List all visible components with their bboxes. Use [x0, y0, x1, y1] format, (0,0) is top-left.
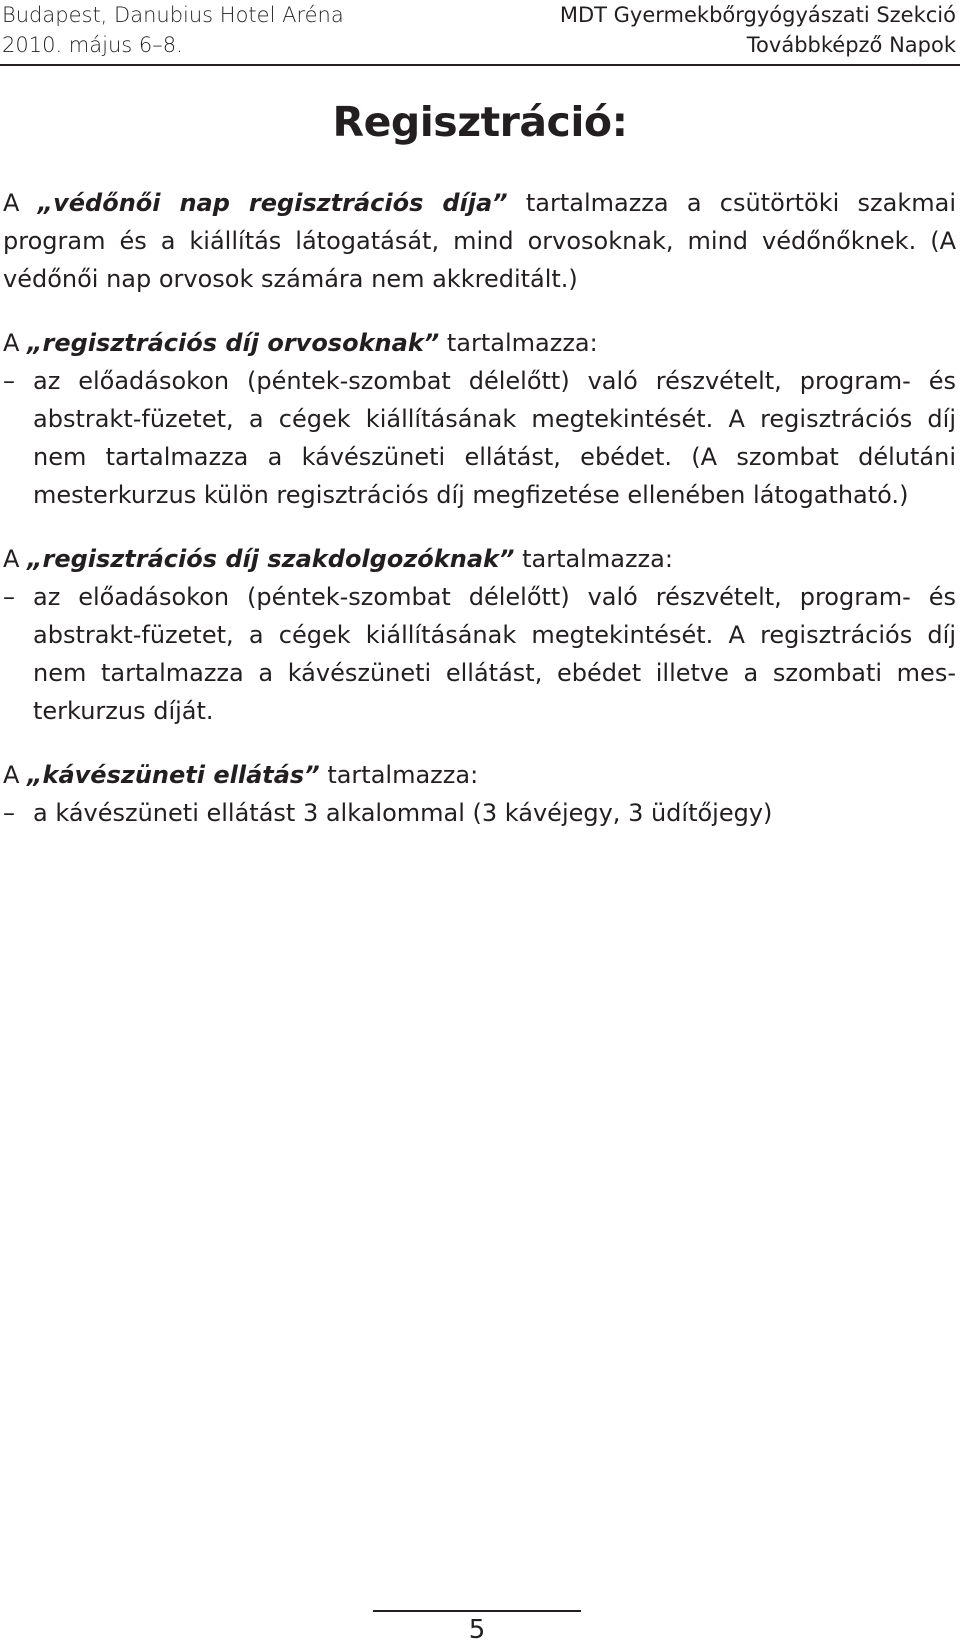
section-staff-fee — [3, 540, 956, 730]
list-item — [3, 362, 956, 514]
running-header — [0, 0, 960, 66]
list-item — [3, 578, 956, 730]
list-item-text: az előadásokon (péntek-szombat délelőtt) való részvételt, program- és abstrakt-füzetet, a cégek kiállításának megtekintését. A regisztrációs díj nem tartalmazza a kávészüneti ellátást, ebédet. (A szombat délutáni mesterkurzus külön regisztrációs díj megfizetése ellenében látogatható.) — [33, 367, 956, 509]
section-prefix: A — [3, 189, 38, 217]
list-item-text: az előadásokon (péntek-szombat délelőtt) való részvételt, program- és abstrakt-füzetet, a cégek kiállításának megtekintését. A regisztrációs díj nem tartalmazza a kávészüneti ellátást, ebédet illetve a szombati mesterkurzus díját. — [33, 583, 956, 725]
section-text: tartalmazza: — [514, 545, 673, 573]
section-text: tartalmazza a csütörtöki szakmai program és a kiállítás látogatását, mind orvosoknak, mind védőnőknek. (A védőnői nap orvosok számára nem akkreditált.) — [3, 189, 956, 293]
section-term: „kávészüneti ellátás” — [27, 761, 320, 789]
header-organizer-info — [560, 0, 956, 60]
section-lead — [3, 756, 956, 794]
section-prefix: A — [3, 545, 28, 573]
dash-bullet: – — [3, 583, 15, 611]
section-nurse-day — [3, 184, 956, 298]
section-doctors-fee — [3, 324, 956, 514]
dash-bullet: – — [3, 799, 15, 827]
section-coffee-break — [3, 756, 956, 832]
page-title: Regisztráció: — [332, 98, 628, 146]
header-date: 2010. május 6–8. — [2, 33, 183, 57]
header-venue: Budapest, Danubius Hotel Aréna — [2, 3, 344, 27]
header-event-name: Továbbképző Napok — [746, 33, 956, 57]
list-item-text: a kávészüneti ellátást 3 alkalommal (3 kávéjegy, 3 üdítőjegy) — [33, 799, 773, 827]
section-text: tartalmazza: — [439, 329, 598, 357]
dash-bullet: – — [3, 367, 15, 395]
section-prefix: A — [3, 329, 28, 357]
list-item — [3, 794, 956, 832]
header-organizer: MDT Gyermekbőrgyógyászati Szekció — [559, 3, 956, 27]
page-number: 5 — [468, 1615, 486, 1645]
section-lead — [3, 324, 956, 362]
section-term: „regisztrációs díj szakdolgozóknak” — [27, 545, 515, 573]
section-lead — [3, 540, 956, 578]
section-prefix: A — [3, 761, 28, 789]
registration-content — [3, 184, 956, 858]
section-text: tartalmazza: — [319, 761, 479, 789]
section-term: „védőnői nap regisztrációs díja” — [37, 189, 508, 217]
header-event-info — [2, 0, 344, 60]
section-term: „regisztrációs díj orvosoknak” — [27, 329, 440, 357]
